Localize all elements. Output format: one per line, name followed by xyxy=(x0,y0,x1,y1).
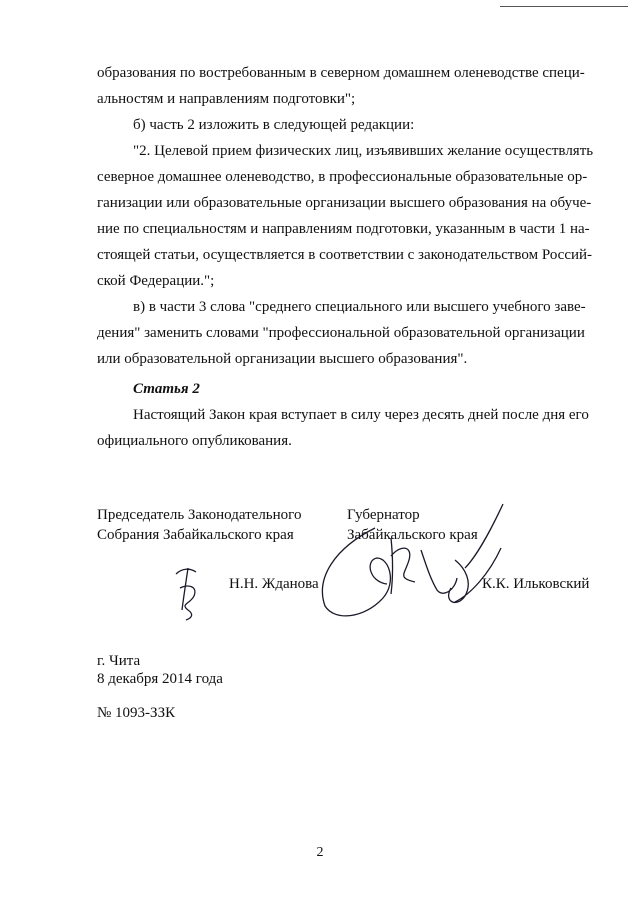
body-line: ской Федерации."; xyxy=(97,273,215,289)
article-line: Настоящий Закон края вступает в силу через десять дней после дня его xyxy=(133,407,589,423)
left-signatory-title: Собрания Забайкальского края xyxy=(97,527,294,543)
left-handwritten-signature xyxy=(168,560,208,622)
body-line: "2. Целевой прием физических лиц, изъявивших желание осуществлять xyxy=(133,143,594,159)
body-line: дения" заменить словами "профессиональной образовательной организации xyxy=(97,325,585,341)
date-of-signing: 8 декабря 2014 года xyxy=(97,671,223,687)
right-signatory-title: Губернатор xyxy=(347,507,420,523)
body-line: или образовательной организации высшего образования". xyxy=(97,351,468,367)
law-number: № 1093-ЗЗК xyxy=(97,705,176,721)
body-line: ганизации или образовательные организации высшего образования на обуче- xyxy=(97,195,592,211)
body-line: в) в части 3 слова "среднего специального или высшего учебного заве- xyxy=(133,299,586,315)
body-line: ние по специальностям и направлениям подготовки, указанным в части 1 на- xyxy=(97,221,590,237)
left-signatory-name: Н.Н. Жданова xyxy=(229,576,319,592)
body-line: стоящей статьи, осуществляется в соответствии с законодательством Россий- xyxy=(97,247,593,263)
right-handwritten-signature xyxy=(305,498,515,622)
article-line: официального опубликования. xyxy=(97,433,292,449)
body-line: образования по востребованным в северном домашнем оленеводстве специ- xyxy=(97,65,585,81)
body-line: северное домашнее оленеводство, в профессиональные образовательные ор- xyxy=(97,169,588,185)
body-line: альностям и направлениям подготовки"; xyxy=(97,91,356,107)
place-of-signing: г. Чита xyxy=(97,653,141,669)
body-line: б) часть 2 изложить в следующей редакции: xyxy=(133,117,415,133)
article-heading: Статья 2 xyxy=(133,381,200,397)
page-number: 2 xyxy=(316,845,324,860)
header-rule xyxy=(500,6,628,7)
left-signatory-title: Председатель Законодательного xyxy=(97,507,302,523)
right-signatory-name: К.К. Ильковский xyxy=(482,576,590,592)
right-signatory-title: Забайкальского края xyxy=(347,527,478,543)
